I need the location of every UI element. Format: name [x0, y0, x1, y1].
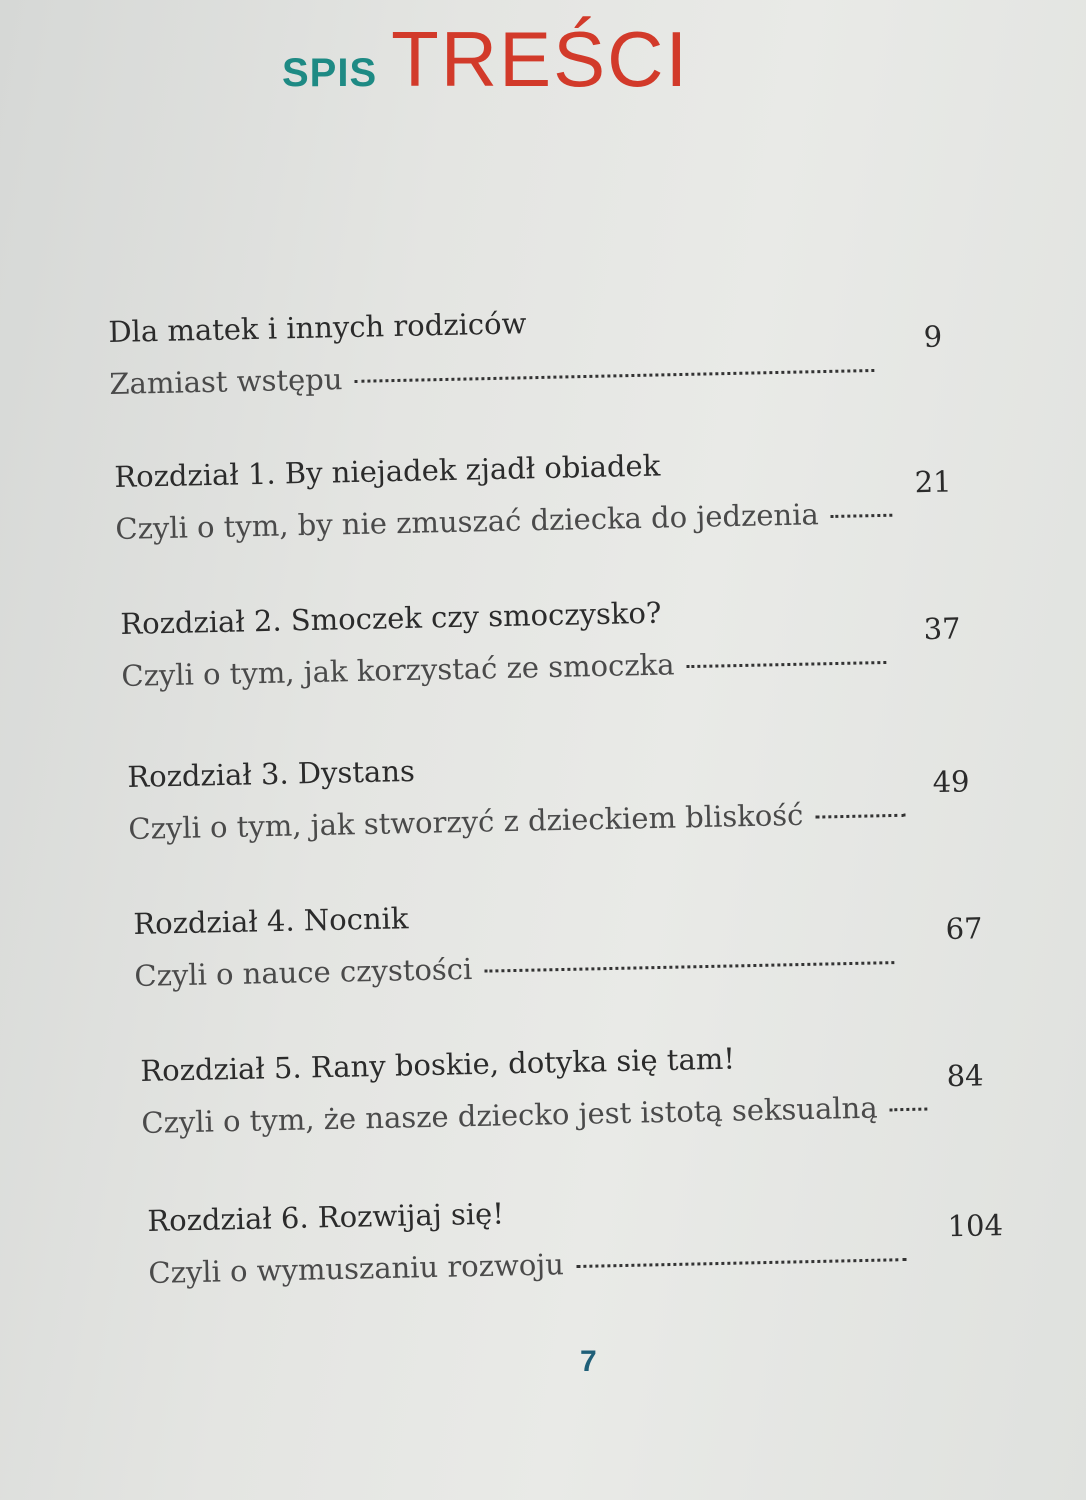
dot-leader: [831, 514, 893, 518]
entry-title: Rozdział 2. Smoczek czy smoczysko?: [120, 595, 662, 641]
heading-spis: SPIS: [282, 51, 378, 95]
entry-page-number: 84: [946, 1058, 984, 1094]
dot-leader: [686, 661, 886, 668]
entry-title: Rozdział 5. Rany boskie, dotyka się tam!: [140, 1041, 736, 1088]
entry-page-number: 21: [914, 464, 952, 500]
page-heading: [282, 14, 689, 105]
entry-subtitle: [115, 496, 893, 546]
entry-subtitle-text: Zamiast wstępu: [109, 362, 343, 401]
entry-title: Dla matek i innych rodziców: [108, 306, 527, 349]
dot-leader: [484, 961, 894, 973]
entry-subtitle-text: Czyli o tym, by nie zmuszać dziecka do jedzenia: [115, 497, 820, 546]
entry-subtitle: [109, 351, 875, 401]
entry-page-number: 49: [932, 764, 970, 800]
page-number-footer: 7: [580, 1345, 597, 1378]
dot-leader: [815, 814, 905, 819]
heading-tresci: TREŚCI: [391, 15, 690, 103]
toc-entry: [108, 296, 1010, 425]
entry-subtitle: [121, 643, 887, 693]
dot-leader: [576, 1258, 906, 1268]
entry-subtitle-text: Czyli o tym, jak korzystać ze smoczka: [121, 647, 675, 693]
entry-title: Rozdział 3. Dystans: [127, 753, 416, 794]
entry-title: Rozdział 4. Nocnik: [133, 901, 409, 941]
entry-subtitle: [128, 796, 906, 846]
entry-title: Rozdział 6. Rozwijaj się!: [147, 1196, 505, 1238]
entry-page-number: 37: [923, 611, 961, 647]
entry-subtitle-text: Czyli o wymuszaniu rozwoju: [148, 1247, 565, 1290]
toc-entry: [127, 741, 1029, 870]
toc-entry: [114, 441, 1016, 570]
toc-entry: [140, 1035, 1042, 1164]
entry-subtitle: [141, 1090, 928, 1140]
entry-subtitle-text: Czyli o tym, jak stworzyć z dzieckiem bliskość: [128, 797, 804, 846]
entry-subtitle-text: Czyli o tym, że nasze dziecko jest istotą seksualną: [141, 1090, 878, 1140]
toc-entry: [120, 588, 1022, 717]
entry-subtitle-text: Czyli o nauce czystości: [134, 951, 473, 993]
dot-leader: [354, 369, 874, 383]
entry-page-number: 104: [947, 1208, 1004, 1244]
toc-entry: [147, 1185, 1049, 1314]
toc-entry: [133, 888, 1035, 1017]
entry-page-number: 67: [945, 911, 983, 946]
entry-title: Rozdział 1. By niejadek zjadł obiadek: [114, 448, 661, 494]
entry-subtitle: [134, 943, 894, 993]
entry-page-number: 9: [923, 319, 943, 354]
dot-leader: [890, 1108, 928, 1112]
entry-subtitle: [148, 1240, 906, 1290]
